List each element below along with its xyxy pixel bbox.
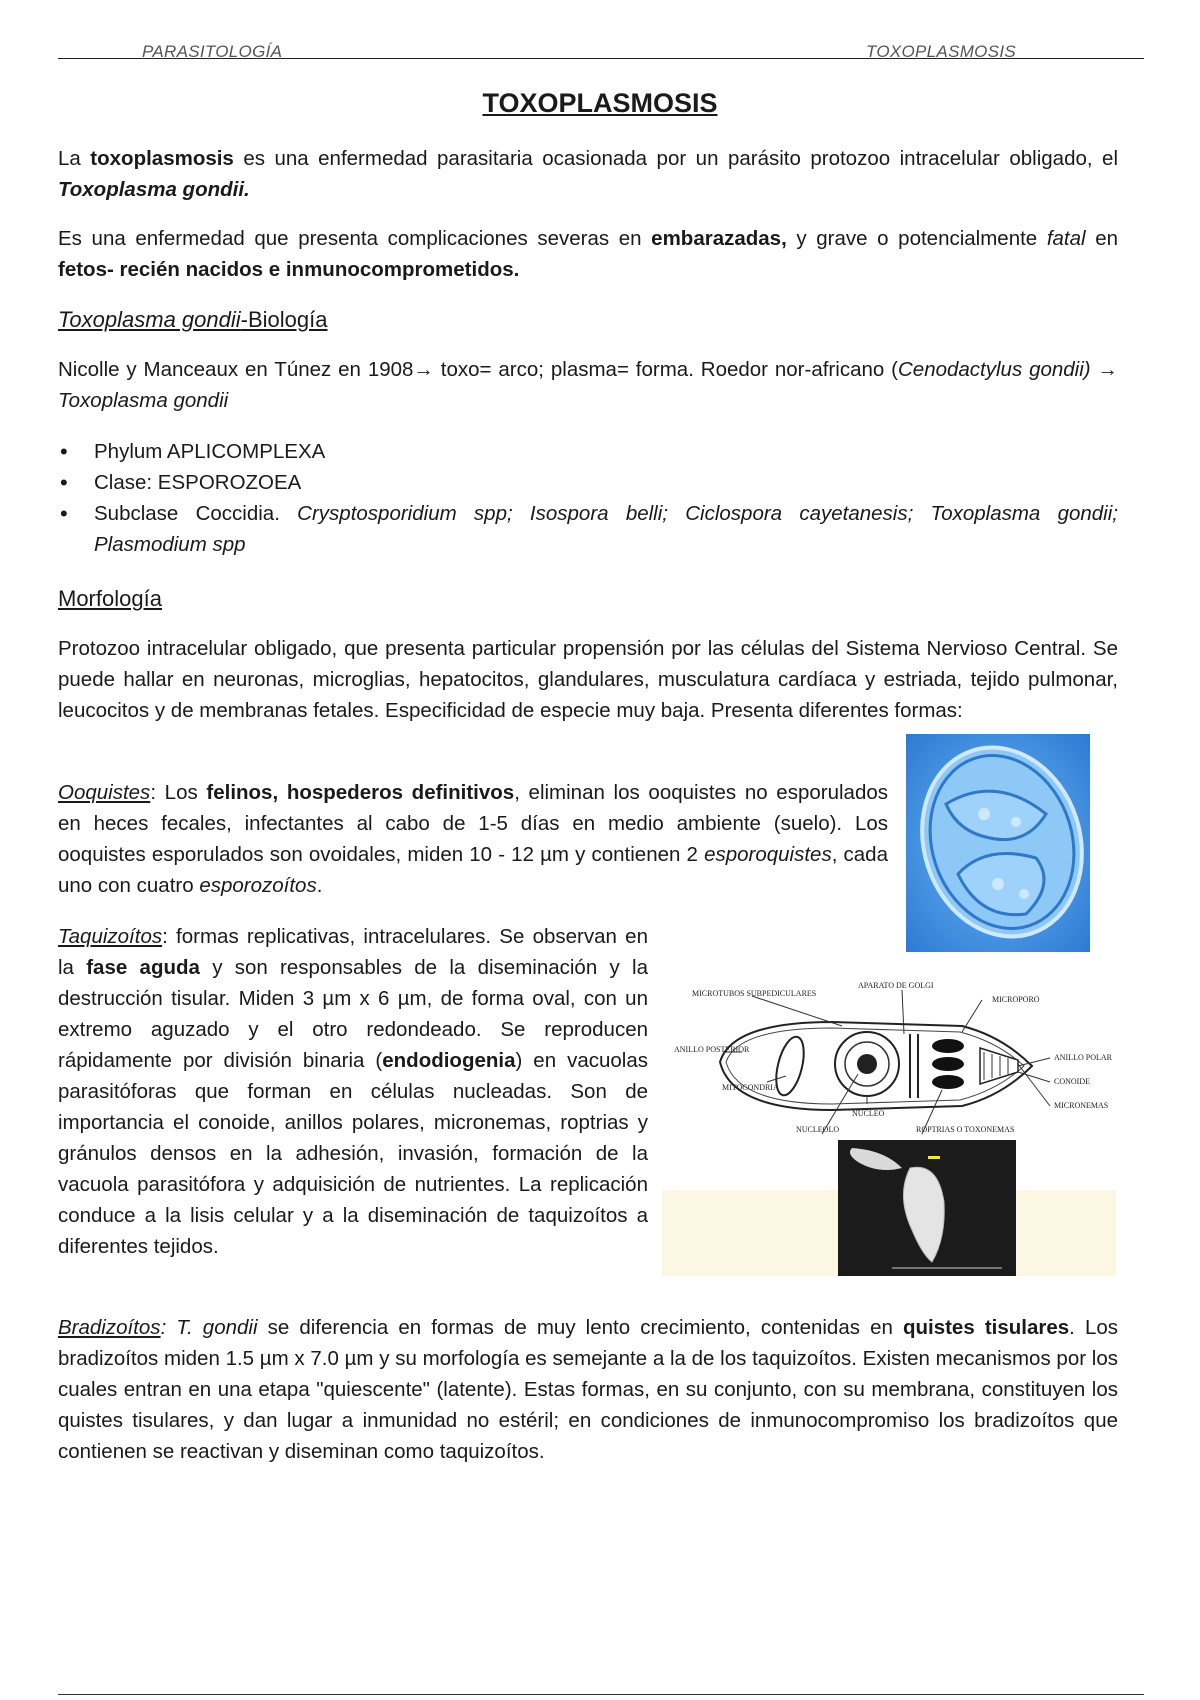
label-micronemas: MICRONEMAS [1054, 1101, 1109, 1110]
intro-paragraph-2 [58, 223, 1118, 285]
bold-term: fase aguda [86, 956, 200, 979]
bold-term: endodiogenia [382, 1049, 516, 1072]
ooquistes-paragraph [58, 777, 888, 901]
label-microtubulos: MICROTUBOS SUBPEDICULARES [692, 989, 817, 998]
term-taquizoitos: Taquizoítos [58, 925, 163, 948]
morphology-intro: Protozoo intracelular obligado, que presenta particular propensión por las células del Sistema Nervioso Central. Se puede hallar en neuronas, microglias, hepatocitos, glandulares, musculatura cardíaca y estriada, tejido pulmonar, leucocitos y de membranas fetales. Especificidad de especie muy baja. Presenta diferentes formas: [58, 637, 1118, 722]
text: , cada uno con cuatro [58, 843, 888, 897]
page-title: TOXOPLASMOSIS [482, 88, 718, 118]
bold-term: embarazadas, [651, 227, 787, 250]
text: en [1085, 227, 1118, 250]
italic-term: Cenodactylus gondii) [897, 358, 1091, 381]
species-name: T. gondii [176, 1316, 258, 1339]
text: se diferencia en formas de muy lento crecimiento, contenidas en [257, 1316, 903, 1339]
text: , eliminan los ooquistes no esporulados en heces fecales, infectantes al cabo de 1-5 días en medio ambiente (suelo). Los ooquistes esporulados son ovoidales, miden 10 - 12 µm y contienen 2 [58, 781, 888, 866]
text: ) en vacuolas parasitóforas que forman en células nucleadas. Son de importancia el conoide, anillos polares, micronemas, roptrias y gránulos densos en la adhesión, invasión, formación de la vacuola parasitófora y adquisición de nutrientes. La replicación conduce a la lisis celular y a la diseminación de taquizoítos a diferentes tejidos. [58, 1049, 648, 1258]
footer-rule [58, 1694, 1144, 1695]
label-anillo-polar: ANILLO POLAR [1054, 1053, 1112, 1062]
oocyst-micrograph [906, 734, 1090, 952]
label-mitocondria: MITOCONDRIA [722, 1083, 779, 1092]
heading-rest: -Biología [240, 307, 328, 332]
text: . Los bradizoítos miden 1.5 µm x 7.0 µm y su morfología es semejante a la de los taquizoítos. Existen mecanismos por los cuales entran en una etapa "quiescente" (latente). Estas formas, en su conjunto, con su membrana, constituyen los quistes tisulares, y dan lugar a inmunidad no estéril; en condiciones de inmunocompromiso los bradizoítos que contienen se reactivan y diseminan como taquizoítos. [58, 1316, 1118, 1463]
label-nucleolo: NUCLEOLO [796, 1125, 840, 1134]
intro-paragraph-1 [58, 143, 1118, 205]
bold-term: toxoplasmosis [90, 147, 234, 170]
header-right: TOXOPLASMOSIS [865, 42, 1016, 61]
text: : Los [150, 781, 207, 804]
text: y grave o potencialmente [786, 227, 1047, 250]
bold-term: quistes tisulares [902, 1316, 1070, 1339]
biology-paragraph [58, 354, 1118, 416]
list-item [58, 498, 1118, 560]
text: La [58, 147, 91, 170]
text: y son responsables de la diseminación y la destrucción tisular. Miden 3 µm x 6 µm, de forma oval, con un extremo aguzado y el otro redondeado. Se reproducen rápidamente por división binaria ( [58, 956, 648, 1072]
italic-term: esporozoítos [199, 874, 317, 897]
text: Es una enfermedad que presenta complicaciones severas en [58, 227, 652, 250]
list-item: • Clase: ESPOROZOEA [58, 467, 1118, 498]
italic-term: fatal [1046, 227, 1086, 250]
taxonomy-list [58, 436, 1118, 560]
italic-term: Toxoplasma gondii [58, 389, 229, 412]
label-nucleo: NUCLEO [852, 1109, 885, 1118]
term-ooquistes: Ooquistes [58, 781, 151, 804]
heading-italic: Toxoplasma gondii [58, 307, 241, 332]
text: . [316, 874, 323, 897]
text: : [160, 1316, 177, 1339]
text: → [1090, 358, 1119, 381]
species-name: Toxoplasma gondii. [58, 178, 250, 201]
label-microporo: MICROPORO [992, 995, 1040, 1004]
label-anillo-posterior: ANILLO POSTERIOR [674, 1045, 750, 1054]
bold-term: felinos, hospederos definitivos [206, 781, 515, 804]
oocyst-image [906, 734, 1090, 952]
header-left: PARASITOLOGÍA [142, 42, 283, 61]
text: es una enfermedad parasitaria ocasionada por un parásito protozoo intracelular obligado, el [233, 147, 1119, 170]
list-item: • Phylum APLICOMPLEXA [58, 436, 1118, 467]
italic-term: Crysptosporidium spp; Isospora belli; Ciclospora cayetanesis; Toxoplasma gondii; Plasmodium spp [94, 502, 1118, 556]
tachyzoite-figure [662, 976, 1116, 1276]
text: Subclase Coccidia. [94, 502, 298, 525]
label-conoide: CONOIDE [1054, 1077, 1090, 1086]
bradizoitos-paragraph [58, 1312, 1118, 1467]
text: Nicolle y Manceaux en Túnez en 1908→ toxo= arco; plasma= forma. Roedor nor-africano ( [58, 358, 898, 381]
text: : formas replicativas, intracelulares. Se observan en la [58, 925, 648, 979]
label-aparato-golgi: APARATO DE GOLGI [858, 981, 934, 990]
bold-term: fetos- recién nacidos e inmunocomprometidos. [58, 258, 520, 281]
heading-biology [58, 307, 327, 333]
term-bradizoitos: Bradizoítos [58, 1316, 161, 1339]
italic-term: esporoquistes [704, 843, 832, 866]
label-roptrias: ROPTRIAS O TOXONEMAS [916, 1125, 1015, 1134]
heading-morphology: Morfología [58, 586, 162, 611]
running-header [58, 44, 1144, 59]
tachyzoite-diagram [662, 976, 1116, 1276]
